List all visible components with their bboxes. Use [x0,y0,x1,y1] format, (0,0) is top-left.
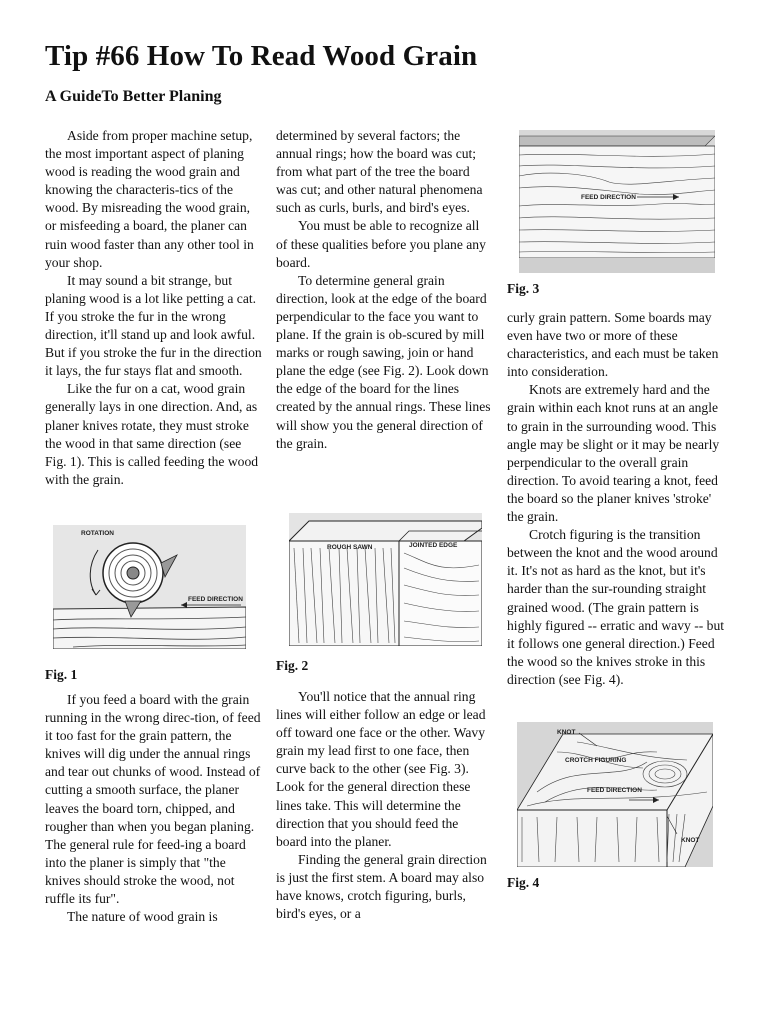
page-subtitle: A GuideTo Better Planing [45,88,222,105]
paragraph: determined by several factors; the annual rings; how the board was cut; from what part of the tree the board was cut; and other natural phenomena such as curls, burls, and bird's eyes. [276,128,483,216]
fig4-feed-label: FEED DIRECTION [587,787,642,794]
page-title: Tip #66 How To Read Wood Grain [45,40,478,72]
paragraph: The nature of wood grain is [67,909,218,925]
column-3 [507,309,725,689]
paragraph: Like the fur on a cat, wood grain generally lays in one direction. And, as planer knives rotate, they must stroke the wood in that same direction (see Fig. 1). This is called feeding the wood with the grain. [45,381,259,487]
figure-2-illustration [289,513,482,646]
figure-4-caption: Fig. 4 [507,875,540,890]
fig1-feed-label: FEED DIRECTION [188,596,243,603]
fig2-jointed-label: JOINTED EDGE [409,542,458,549]
figure-3-caption: Fig. 3 [507,281,540,296]
fig4-crotch-label: CROTCH FIGURING [565,757,627,764]
column-1-bottom [45,691,263,926]
paragraph: You'll notice that the annual ring lines will either follow an edge or lead off toward one face or the other. Wavy grain my lead first to one face, then curve back to the other (see Fig. 3). Look for the general direction these lines take. This will determine the direction that you should feed the board into the planer. [276,689,486,849]
fig2-rough-label: ROUGH SAWN [327,544,373,551]
fig3-feed-label: FEED DIRECTION [581,194,636,201]
figure-1-illustration [53,525,246,649]
paragraph: To determine general grain direction, look at the edge of the board perpendicular to the face you want to plane. If the grain is ob-scured by mill marks or rough sawing, join or hand plane the edge (see Fig. 2). Look down the edge of the board for the lines created by the annual rings. These lines will show you the general direction of the grain. [276,272,491,451]
paragraph: curly grain pattern. Some boards may even have two or more of these characteristics, and each must be taken into consideration. [507,310,719,380]
column-2-top [276,127,492,453]
paragraph: Crotch figuring is the transition between the knot and the wood around it. It's not as hard as the knot, but it's harder than the sur-rounding straight grained wood. (The grain pattern is highly figured -- erratic and wavy -- but it follows one general direction.) Feed the wood so the knives stroke in this direction (see Fig. 4). [507,527,725,687]
column-1-top [45,127,263,489]
figure-3-illustration [519,130,715,273]
figure-4-illustration [517,722,713,867]
figure-2-caption: Fig. 2 [276,658,309,673]
paragraph: Finding the general grain direction is just the first stem. A board may also have knows, crotch figuring, burls, bird's eyes, or a [276,851,487,922]
column-2-bottom [276,688,492,923]
figure-1-caption: Fig. 1 [45,667,78,682]
paragraph: If you feed a board with the grain running in the wrong direc-tion, of feed it too fast for the grain pattern, the knives will dig under the annual rings and tear out chunks of wood. Instead of cutting a smooth surface, the planer leaves the board torn, chipped, and rougher than when you began planing. The general rule for feed-ing a board into the planer is simply that "the knives should stroke the wood, not ruffle its fur". [45,692,261,907]
paragraph: Aside from proper machine setup, the most important aspect of planing wood is reading the wood grain and knowing the characteris-tics of the wood. By misreading the wood grain, or misfeeding a board, the planer can ruin wood faster than any other tool in your shop. [45,128,254,270]
paragraph: It may sound a bit strange, but planing wood is a lot like petting a cat. If you stroke the fur in the wrong direction, it'll stand up and look awful. But if you stroke the fur in the direction it lays, the fur stays flat and smooth. [45,272,262,379]
fig4-knot-label-2: KNOT [681,837,700,844]
fig4-knot-label: KNOT [557,729,576,736]
paragraph: You must be able to recognize all of these qualities before you plane any board. [276,218,486,270]
paragraph: Knots are extremely hard and the grain within each knot runs at an angle to grain in the surrounding wood. This angle may be slight or it may be nearly perpendicular to the overall grain direction. To avoid tearing a knot, feed the board so the planer knives 'stroke' the grain. [507,382,720,525]
fig1-rotation-label: ROTATION [81,530,114,537]
